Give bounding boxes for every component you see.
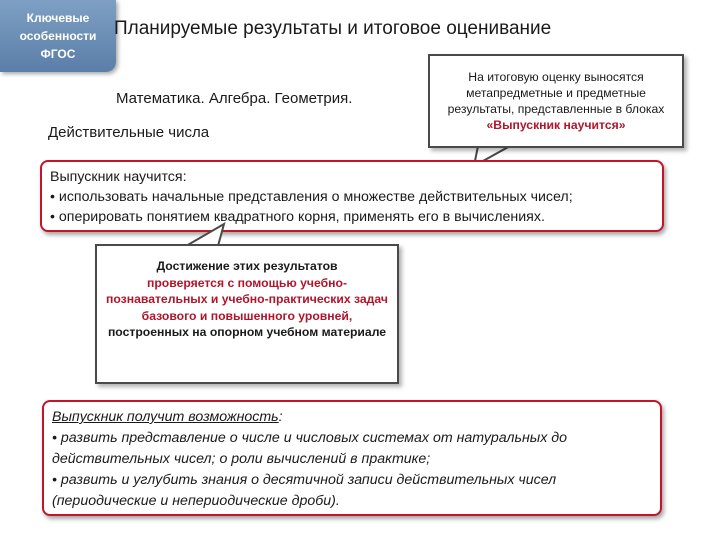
opportunity-box xyxy=(42,400,662,516)
learn-heading: Выпускник научится: xyxy=(50,169,187,185)
callout-top-text: На итоговую оценку выносятся метапредметные и предметные результаты, представленные в блоках xyxy=(447,70,665,116)
section-heading: Действительные числа xyxy=(48,124,210,141)
callout-mid-line1: Достижение этих результатов xyxy=(156,259,338,273)
badge-line-1: Ключевые xyxy=(26,11,90,25)
opportunity-item: • развить представление о числе и числовых системах от натуральных до действительных чисел; о роли вычислений в практике; xyxy=(52,430,568,467)
opportunity-heading: Выпускник получит возможность xyxy=(52,409,279,425)
learn-item: • оперировать понятием квадратного корня, применять его в вычислениях. xyxy=(50,209,545,225)
opportunity-heading-colon: : xyxy=(278,409,283,425)
callout-final-assessment xyxy=(428,54,684,148)
opportunity-item: • развить и углубить знания о десятичной записи действительных чисел (периодические и непериодические дроби). xyxy=(52,472,557,509)
learn-box xyxy=(40,160,664,232)
badge-line-3: ФГОС xyxy=(40,47,76,61)
callout-mid-highlight: проверяется с помощью учебно-познавательных и учебно-практических задач базового и повышенного уровней, xyxy=(106,275,388,323)
callout-top-highlight: «Выпускник научится» xyxy=(486,118,626,132)
callout-verification xyxy=(95,244,399,384)
learn-item: • использовать начальные представления о множестве действительных чисел; xyxy=(50,189,573,205)
page-title: Планируемые результаты и итоговое оценивание xyxy=(114,18,552,39)
badge-line-2: особенности xyxy=(19,29,97,43)
callout-mid-line2: построенных на опорном учебном материале xyxy=(107,325,387,339)
fgos-badge xyxy=(0,0,116,72)
subject-heading: Математика. Алгебра. Геометрия. xyxy=(116,90,353,107)
